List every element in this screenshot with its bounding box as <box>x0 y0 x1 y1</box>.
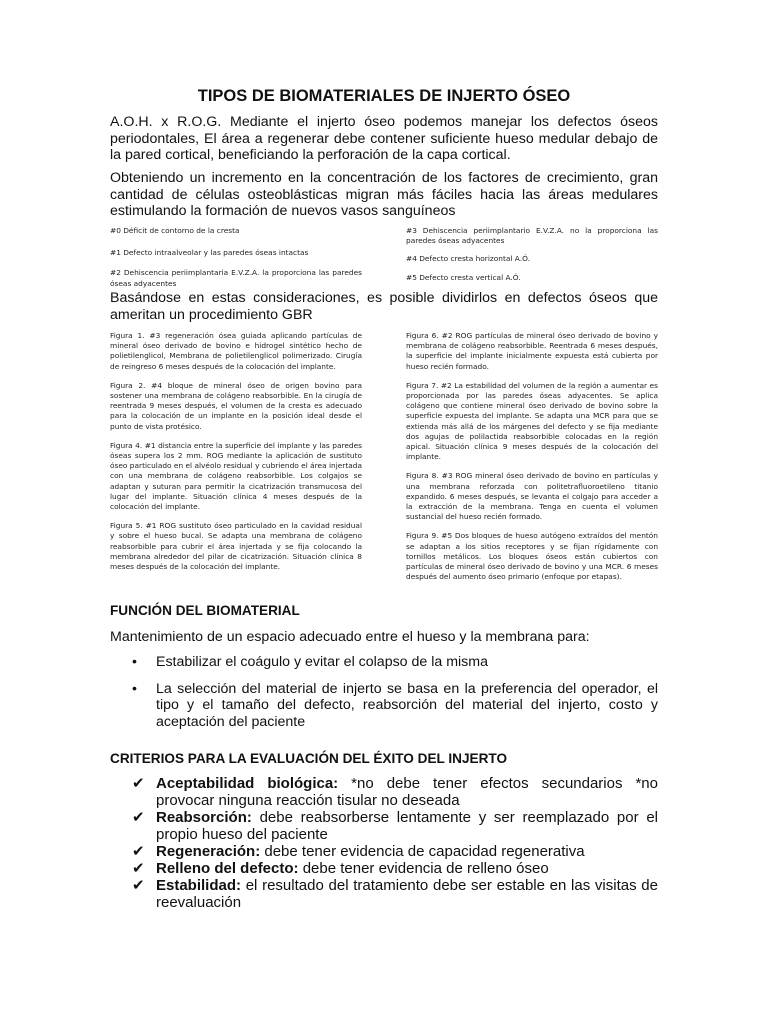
check-item <box>110 877 658 911</box>
check-text: el resultado del tratamiento debe ser estable en las visitas de reevaluación <box>156 877 658 911</box>
bullet-icon: • <box>132 654 137 670</box>
defect-item: #2 Dehiscencia periimplantaria E.V.Z.A. la proporciona las paredes óseas adyacentes <box>110 268 362 288</box>
figure-caption: Figura 6. #2 ROG partículas de mineral óseo derivado de bovino y membrana de colágeno reabsorbible. Reentrada 6 meses después, la superficie del implante inicialmente expuesta está cubierta por hueso recién formado. <box>406 331 658 371</box>
check-item <box>110 809 658 843</box>
defects-left-column <box>110 226 362 297</box>
check-icon: ✔ <box>132 859 145 877</box>
check-text: debe reabsorberse lentamente y ser reemplazado por el propio hueso del paciente <box>156 809 658 843</box>
figure-caption: Figura 5. #1 ROG sustituto óseo particulado en la cavidad residual y sobre el hueso bucal. Se adapta una membrana de colágeno reabsorbible para cubrir el área injertada y se fija colocando la membrana alrededor del pilar de cicatrización. Situación clínica 8 meses después de la colocación del implante. <box>110 521 362 572</box>
check-label: Estabilidad: <box>156 877 242 894</box>
figure-caption: Figura 1. #3 regeneración ósea guiada aplicando partículas de mineral óseo derivado de bovino e hidrogel sintético hecho de polietilenglicol, Membrana de polietilenglicol polimerizado. Cirugía de reingreso 6 meses después de la colocación del implante. <box>110 331 362 371</box>
intro-paragraph-1: A.O.H. x R.O.G. Mediante el injerto óseo podemos manejar los defectos óseos periodontales, El área a regenerar debe contener suficiente hueso medular debajo de la pared cortical, beneficiando la perforación de la capa cortical. <box>110 114 658 163</box>
check-item <box>110 860 658 877</box>
criterios-checklist <box>110 775 658 911</box>
check-text: *no debe tener efectos secundarios *no provocar ninguna reacción tisular no deseada <box>156 775 658 809</box>
check-label: Reabsorción: <box>156 809 252 826</box>
check-text: debe tener evidencia de relleno óseo <box>298 860 549 877</box>
funcion-heading: FUNCIÓN DEL BIOMATERIAL <box>110 603 300 618</box>
check-icon: ✔ <box>132 876 145 894</box>
figure-caption: Figura 8. #3 ROG mineral óseo derivado de bovino en partículas y una membrana reforzada con politetrafluoroetileno titanio expandido. 6 meses después, se levanta el colgajo para acceder a la extracción de la membrana. Tenga en cuenta el volumen sustancial del hueso recién formado. <box>406 471 658 522</box>
defect-item: #4 Defecto cresta horizontal A.Ó. <box>406 254 530 264</box>
check-item <box>110 843 658 860</box>
figure-caption: Figura 2. #4 bloque de mineral óseo de origen bovino para sostener una membrana de colágeno reabsorbible. En la cirugía de reentrada 9 meses después, el volumen de la cresta es adecuado para la colocación de un implante en la posición ideal desde el punto de vista protésico. <box>110 380 362 431</box>
check-label: Aceptabilidad biológica: <box>156 775 339 792</box>
defect-item: #5 Defecto cresta vertical A.Ó. <box>406 272 521 282</box>
funcion-intro: Mantenimiento de un espacio adecuado entre el hueso y la membrana para: <box>110 629 590 645</box>
defect-item: #3 Dehiscencia periimplantario E.V.Z.A. no la proporciona las paredes óseas adyacentes <box>406 226 658 246</box>
check-text: debe tener evidencia de capacidad regenerativa <box>260 843 585 860</box>
check-icon: ✔ <box>132 842 145 860</box>
defect-item: #0 Déficit de contorno de la cresta <box>110 226 240 235</box>
figure-caption: Figura 9. #5 Dos bloques de hueso autógeno extraídos del mentón se adaptan a los sitios receptores y se fijan rígidamente con tornillos metálicos. Los bloques óseos están cubiertos con partículas de mineral óseo derivado de bovino y una MCR. 6 meses después del aumento óseo primario (enfoque por etapas). <box>406 531 658 582</box>
check-item <box>110 775 658 809</box>
check-label: Relleno del defecto: <box>156 860 299 877</box>
gbr-paragraph: Basándose en estas consideraciones, es posible dividirlos en defectos óseos que ameritan un procedimiento GBR <box>110 290 658 323</box>
bullet-text: Estabilizar el coágulo y evitar el colapso de la misma <box>156 654 488 670</box>
bullet-item <box>110 654 658 671</box>
figures-left-column <box>110 331 362 581</box>
check-label: Regeneración: <box>156 843 261 860</box>
figure-caption: Figura 7. #2 La estabilidad del volumen de la región a aumentar es proporcionada por las paredes óseas adyacentes. Se aplica colágeno que contiene mineral óseo derivado de bovino sobre la superficie expuesta del implante. Se adapta una MCR para que se extienda más allá de los márgenes del defecto y se fija mediante dos agujas de polilactida reabsorbible colocadas en la región apical. Situación clínica 9 meses después de la colocación del implante. <box>406 380 658 462</box>
bullet-icon: • <box>132 680 137 697</box>
check-icon: ✔ <box>132 808 145 826</box>
funcion-bullet-list <box>110 654 658 740</box>
criterios-heading: CRITERIOS PARA LA EVALUACIÓN DEL ÉXITO DEL INJERTO <box>110 751 508 766</box>
page-title: TIPOS DE BIOMATERIALES DE INJERTO ÓSEO <box>197 87 571 105</box>
figure-caption: Figura 4. #1 distancia entre la superficie del implante y las paredes óseas supera los 2 mm. ROG mediante la aplicación de sustituto óseo particulado en el alvéolo residual y cubriendo el área injertada con una membrana de colágeno reabsorbible. Los colgajos se adaptan y suturan para permitir la cicatrización transmucosa del lugar del implante. Situación clínica 4 meses después de la colocación del implante. <box>110 440 362 512</box>
figures-right-column <box>406 331 658 591</box>
defect-item: #1 Defecto intraalveolar y las paredes óseas intactas <box>110 248 309 258</box>
bullet-item <box>110 681 658 731</box>
defects-right-column <box>406 226 658 291</box>
bullet-text: La selección del material de injerto se basa en la preferencia del operador, el tipo y el tamaño del defecto, reabsorción del material del injerto, costo y aceptación del paciente <box>156 680 658 730</box>
check-icon: ✔ <box>132 774 145 792</box>
intro-paragraph-2: Obteniendo un incremento en la concentración de los factores de crecimiento, gran cantidad de células osteoblásticas migran más fáciles hacia las áreas medulares estimulando la formación de nuevos vasos sanguíneos <box>110 170 658 219</box>
